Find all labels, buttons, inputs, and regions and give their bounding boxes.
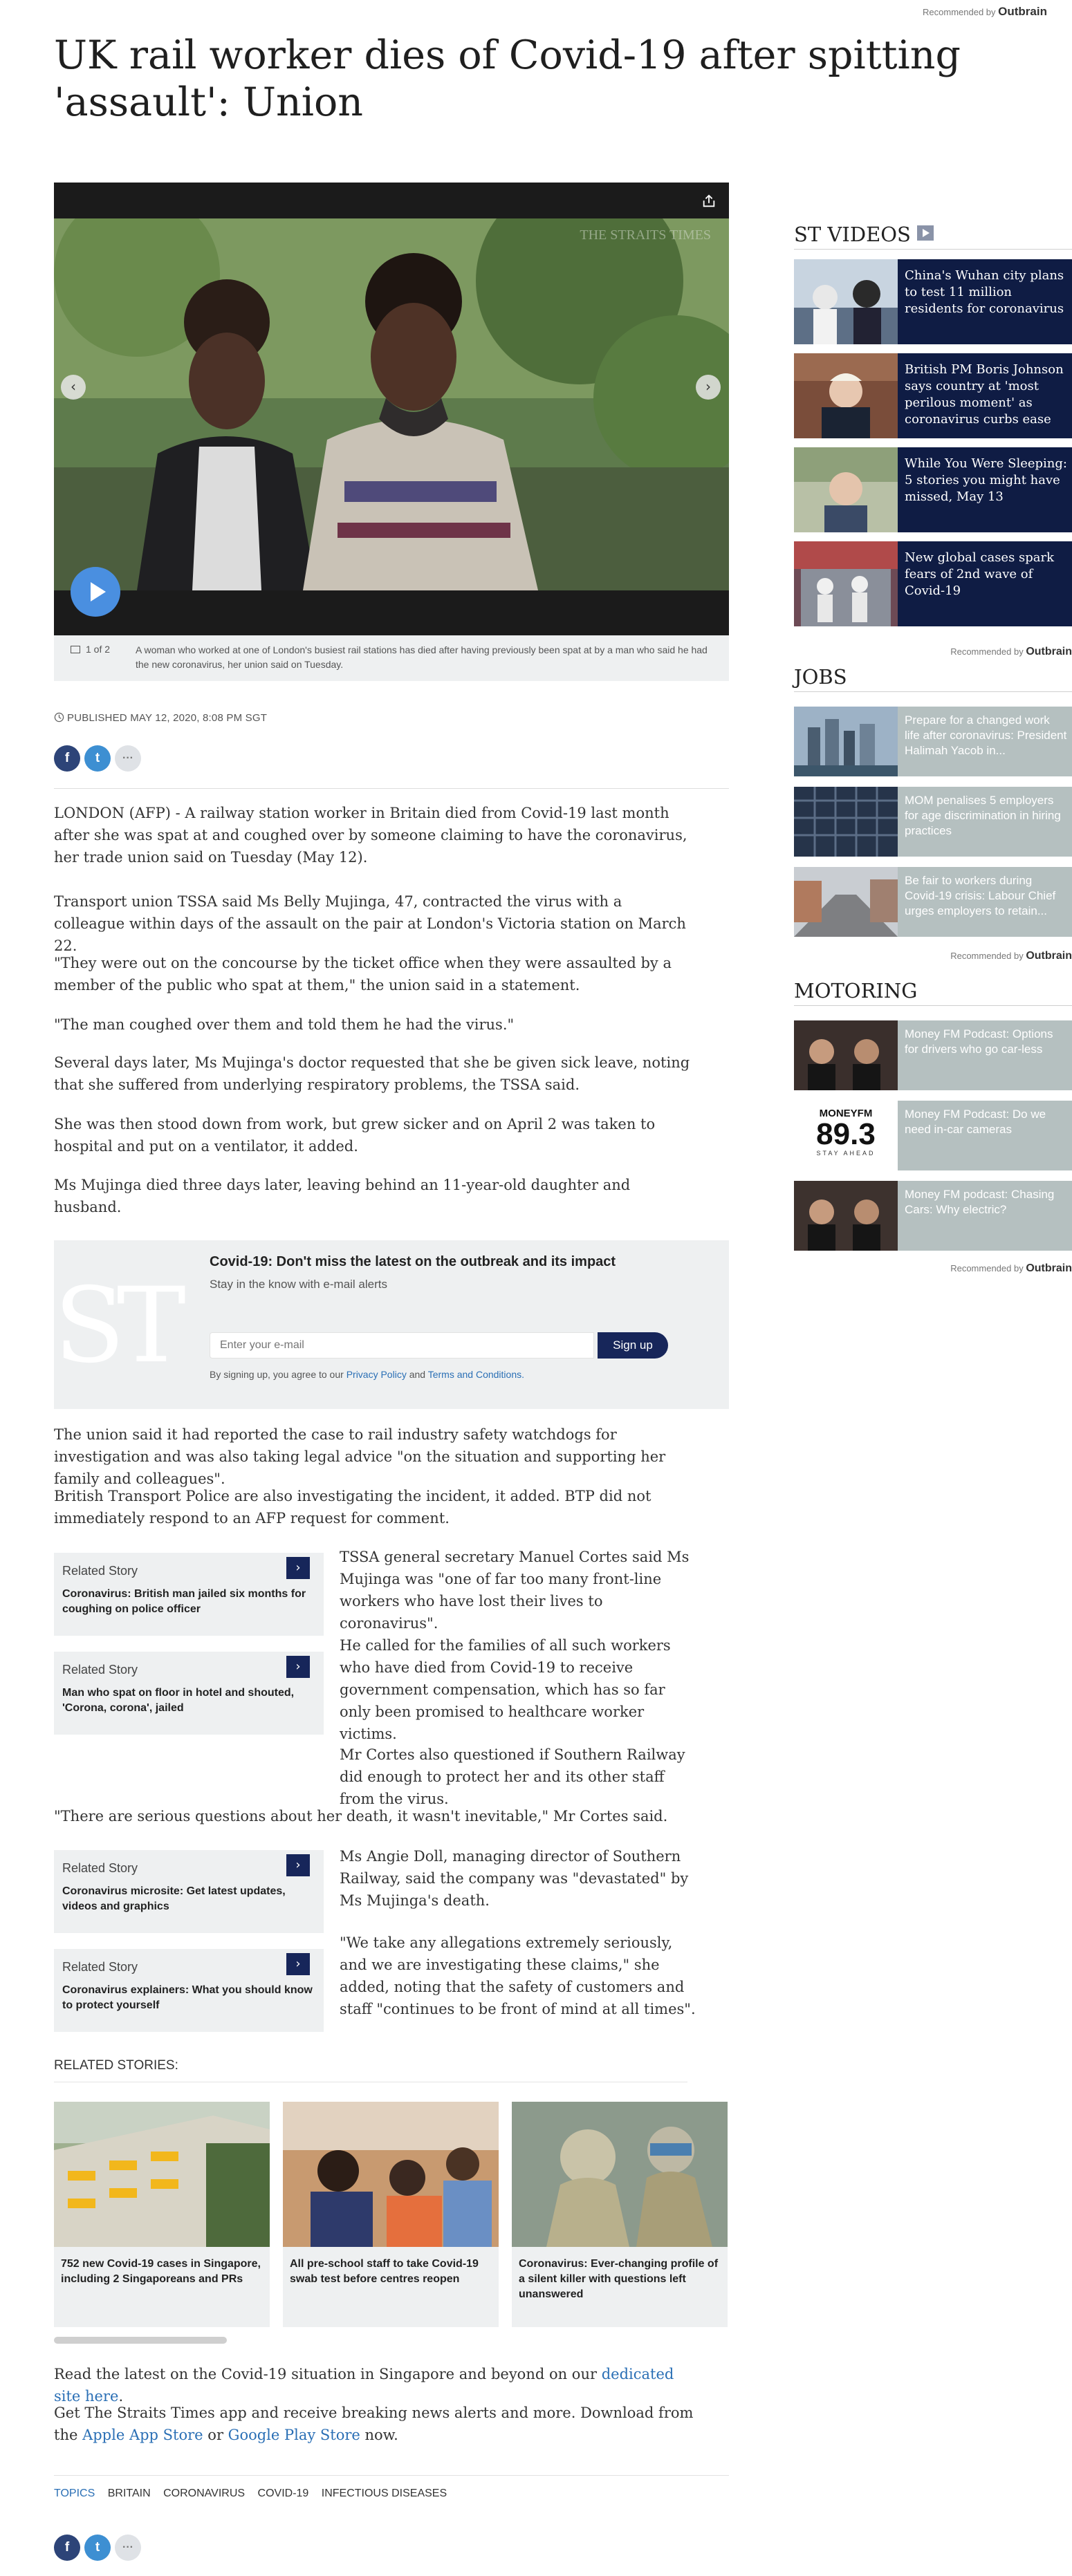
media-gallery: [54, 183, 729, 635]
terms-and: and: [406, 1369, 428, 1380]
chevron-right-icon[interactable]: ›: [286, 1557, 310, 1579]
related-story-card[interactable]: [512, 2102, 728, 2327]
related-story-box[interactable]: [54, 1850, 324, 1933]
video-card[interactable]: [794, 447, 1072, 532]
article-paragraph: [340, 1744, 699, 1810]
moneyfm-frequency: 89.3: [816, 1117, 876, 1151]
media-controls: [54, 590, 729, 635]
footer-read-latest: [54, 2363, 697, 2407]
video-card[interactable]: [794, 353, 1072, 438]
related-story-box[interactable]: [54, 1652, 324, 1735]
related-story-label: Related Story: [62, 1861, 138, 1875]
related-story-label: Related Story: [62, 1663, 138, 1677]
jobs-card[interactable]: [794, 787, 1072, 857]
article-paragraph: She was then stood down from work, but grew sicker and on April 2 was taken to hospital and put on a ventilator, it added.: [54, 1116, 656, 1155]
related-story-title[interactable]: Man who spat on floor in hotel and shouted, 'Corona, corona', jailed: [62, 1687, 295, 1714]
recommended-by-text: Recommended by: [950, 1263, 1024, 1273]
share-icon[interactable]: [701, 194, 717, 209]
article-paragraph: "We take any allegations extremely seriously, and we are investigating these claims," she added, noting that the safety of customers and staff "continues to be front of mind at all times".: [340, 1934, 696, 2017]
video-card[interactable]: [794, 259, 1072, 344]
footer-text: Read the latest on the Covid-19 situation in Singapore and beyond on our: [54, 2366, 602, 2382]
newsletter-signup: [54, 1240, 729, 1409]
footer-text: .: [118, 2388, 124, 2405]
carousel-scrollbar[interactable]: [54, 2337, 227, 2344]
gallery-counter: [71, 644, 133, 655]
related-story-title[interactable]: 752 new Covid-19 cases in Singapore, including 2 Singaporeans and PRs: [61, 2258, 261, 2285]
video-thumbnail: [794, 541, 898, 626]
article-paragraph: "The man coughed over them and told them he had the virus.": [54, 1016, 515, 1033]
gallery-count-text: 1 of 2: [86, 644, 111, 655]
clock-icon: [54, 712, 64, 722]
article-paragraph: LONDON (AFP) - A railway station worker in Britain died from Covid-19 last month after she was spat at and coughed over by someone claiming to have the coronavirus, her trade union said on Tuesday (May 12).: [54, 805, 687, 866]
jobs-thumbnail: [794, 867, 898, 937]
topic-link[interactable]: CORONAVIRUS: [163, 2488, 246, 2499]
jobs-title[interactable]: Be fair to workers during Covid-19 crisis: Labour Chief urges employers to retain...: [905, 874, 1056, 917]
article-paragraph: He called for the families of all such workers who have died from Covid-19 to receive government compensation, which has so far only been promised to healthcare worker victims.: [340, 1637, 671, 1742]
jobs-card[interactable]: [794, 707, 1072, 776]
terms-link[interactable]: Terms and Conditions.: [427, 1369, 525, 1380]
outbrain-logo: Outbrain: [998, 5, 1047, 18]
video-title[interactable]: While You Were Sleeping: 5 stories you might have missed, May 13: [905, 456, 1067, 504]
article-paragraph-text: Mr Cortes also questioned if Southern Railway did enough to protect her and its other staff from the virus.: [340, 1746, 685, 1807]
media-toolbar: [54, 183, 729, 218]
motoring-title[interactable]: Money FM Podcast: Do we need in-car cameras: [905, 1108, 1046, 1136]
terms-prefix: By signing up, you agree to our: [210, 1369, 346, 1380]
published-text: PUBLISHED MAY 12, 2020, 8:08 PM SGT: [67, 712, 268, 724]
moneyfm-logo: [794, 1101, 898, 1170]
video-frame[interactable]: [54, 218, 729, 590]
footer-app-download: [54, 2402, 697, 2446]
share-bar: [54, 745, 145, 773]
article-paragraph: The union said it had reported the case to rail industry safety watchdogs for investigation and was also taking legal advice "on the situation and supporting her family and colleagues".: [54, 1426, 666, 1487]
related-story-card[interactable]: [283, 2102, 499, 2327]
chevron-right-icon[interactable]: ›: [286, 1854, 310, 1876]
chevron-right-icon[interactable]: ›: [286, 1953, 310, 1975]
outbrain-credit[interactable]: [794, 950, 1072, 962]
article-paragraph: TSSA general secretary Manuel Cortes said Ms Mujinga was "one of far too many front-line workers who have lost their lives to coronavirus".: [340, 1549, 690, 1632]
topic-link[interactable]: COVID-19: [257, 2488, 309, 2499]
topics-bar: [54, 2488, 456, 2500]
article-paragraph: British Transport Police are also investigating the incident, it added. BTP did not immediately respond to an AFP request for comment.: [54, 1488, 651, 1527]
article-paragraph: Ms Angie Doll, managing director of Southern Railway, said the company was "devastated" by Ms Mujinga's death.: [340, 1848, 689, 1909]
related-story-image: [512, 2102, 728, 2247]
twitter-icon[interactable]: t: [84, 2535, 111, 2561]
gallery-prev-button[interactable]: ‹: [61, 375, 86, 400]
video-title[interactable]: British PM Boris Johnson says country at 'most perilous moment' as coronavirus curbs ease: [905, 362, 1064, 427]
jobs-thumbnail: [794, 787, 898, 857]
outbrain-credit[interactable]: [794, 646, 1072, 658]
article-headline: UK rail worker dies of Covid-19 after spitting 'assault': Union: [54, 32, 961, 125]
st-videos-heading: [794, 223, 1072, 250]
video-thumbnail: [794, 259, 898, 344]
video-thumbnail: [794, 353, 898, 438]
st-videos-heading-text: ST VIDEOS: [794, 223, 911, 246]
caption-text: A woman who worked at one of London's busiest rail stations has died after having previously been spat at by a man who said he had the new coronavirus, her union said on Tuesday.: [136, 644, 708, 670]
topic-link[interactable]: INFECTIOUS DISEASES: [321, 2488, 447, 2499]
video-title[interactable]: China's Wuhan city plans to test 11 million residents for coronavirus: [905, 268, 1064, 316]
article-paragraph: "They were out on the concourse by the ticket office when they were assaulted by a member of the public who spat at them," the union said in a statement.: [54, 955, 672, 993]
related-story-label: Related Story: [62, 1960, 138, 1974]
moneyfm-logo-text: MONEYFM: [819, 1108, 873, 1119]
related-story-image: [54, 2102, 270, 2247]
jobs-card[interactable]: [794, 867, 1072, 937]
email-field[interactable]: [210, 1332, 594, 1359]
motoring-card[interactable]: [794, 1181, 1072, 1251]
privacy-policy-link[interactable]: Privacy Policy: [346, 1369, 407, 1380]
article-paragraph: Several days later, Ms Mujinga's doctor requested that she be given sick leave, noting that she suffered from underlying respiratory problems, the TSSA said.: [54, 1054, 690, 1093]
motoring-thumbnail: [794, 1181, 898, 1251]
recommended-by-text: Recommended by: [950, 951, 1024, 961]
google-play-store-link[interactable]: Google Play Store: [228, 2427, 360, 2443]
topics-label: TOPICS: [54, 2488, 95, 2499]
facebook-icon[interactable]: f: [54, 745, 80, 772]
video-title[interactable]: New global cases spark fears of 2nd wave of Covid-19: [905, 550, 1055, 598]
outbrain-logo: Outbrain: [1026, 646, 1072, 657]
article-paragraph: "There are serious questions about her death, it wasn't inevitable," Mr Cortes said.: [54, 1808, 668, 1824]
footer-text: or: [203, 2427, 228, 2443]
motoring-heading: MOTORING: [794, 979, 1072, 1006]
video-thumbnail: [794, 447, 898, 532]
related-story-box[interactable]: [54, 1553, 324, 1636]
dedicated-site-link[interactable]: dedicated site here: [54, 2366, 674, 2405]
motoring-title[interactable]: Money FM podcast: Chasing Cars: Why electric?: [905, 1188, 1055, 1216]
related-story-title[interactable]: Coronavirus: British man jailed six months for coughing on police officer: [62, 1588, 306, 1615]
related-stories-heading: RELATED STORIES:: [54, 2058, 687, 2082]
related-story-title[interactable]: All pre-school staff to take Covid-19 swab test before centres reopen: [290, 2258, 479, 2285]
article-paragraph: Transport union TSSA said Ms Belly Mujinga, 47, contracted the virus with a colleague within days of the assault on the pair at London's Victoria station on March 22.: [54, 893, 686, 954]
related-story-title[interactable]: Coronavirus microsite: Get latest updates, videos and graphics: [62, 1885, 286, 1912]
video-watermark: THE STRAITS TIMES: [580, 227, 711, 243]
outbrain-logo: Outbrain: [1026, 1262, 1072, 1274]
newsletter-title: Covid-19: Don't miss the latest on the outbreak and its impact: [210, 1254, 616, 1269]
newsletter-subtitle: Stay in the know with e-mail alerts: [210, 1278, 387, 1291]
recommended-by-text: Recommended by: [923, 7, 996, 17]
signup-button[interactable]: Sign up: [598, 1332, 668, 1359]
article-paragraph: Ms Mujinga died three days later, leaving behind an 11-year-old daughter and husband.: [54, 1177, 631, 1215]
video-card[interactable]: [794, 541, 1072, 626]
outbrain-credit-top[interactable]: [0, 0, 1072, 19]
divider: [54, 2475, 729, 2476]
chevron-right-icon[interactable]: ›: [286, 1656, 310, 1678]
play-icon[interactable]: [71, 567, 120, 617]
motoring-card[interactable]: [794, 1020, 1072, 1090]
video-icon: [917, 225, 934, 241]
outbrain-logo: Outbrain: [1026, 950, 1072, 962]
jobs-heading: JOBS: [794, 665, 1072, 692]
more-icon[interactable]: ···: [115, 2535, 141, 2561]
published-date: [54, 712, 267, 724]
media-caption: [54, 635, 729, 681]
divider: [54, 788, 729, 789]
related-story-image: [283, 2102, 499, 2247]
motoring-thumbnail: [794, 1020, 898, 1090]
more-icon[interactable]: ···: [115, 745, 141, 772]
outbrain-credit[interactable]: [794, 1262, 1072, 1275]
gallery-next-button[interactable]: ›: [696, 375, 721, 400]
gallery-icon: [71, 646, 80, 653]
twitter-icon[interactable]: t: [84, 745, 111, 772]
related-story-box[interactable]: [54, 1949, 324, 2032]
video-thumbnail-image: [54, 218, 729, 590]
related-story-label: Related Story: [62, 1564, 138, 1578]
share-bar-bottom: [54, 2535, 145, 2561]
related-story-title[interactable]: Coronavirus explainers: What you should know to protect yourself: [62, 1984, 313, 2011]
jobs-title[interactable]: Prepare for a changed work life after coronavirus: President Halimah Yacob in...: [905, 713, 1067, 757]
related-story-title[interactable]: Coronavirus: Ever-changing profile of a silent killer with questions left unanswered: [519, 2258, 719, 2300]
st-logo: ST: [54, 1266, 178, 1386]
apple-app-store-link[interactable]: Apple App Store: [82, 2427, 203, 2443]
jobs-thumbnail: [794, 707, 898, 776]
newsletter-terms: [210, 1369, 524, 1380]
motoring-card[interactable]: [794, 1101, 1072, 1170]
related-story-card[interactable]: [54, 2102, 270, 2327]
topic-link[interactable]: BRITAIN: [107, 2488, 151, 2499]
moneyfm-tagline: STAY AHEAD: [816, 1150, 876, 1157]
recommended-by-text: Recommended by: [950, 646, 1024, 657]
jobs-title[interactable]: MOM penalises 5 employers for age discrimination in hiring practices: [905, 794, 1061, 837]
facebook-icon[interactable]: f: [54, 2535, 80, 2561]
footer-text: now.: [360, 2427, 398, 2443]
footer-text: Get The Straits Times app and receive breaking news alerts and more. Download from the: [54, 2405, 694, 2443]
motoring-title[interactable]: Money FM Podcast: Options for drivers who go car-less: [905, 1027, 1053, 1056]
